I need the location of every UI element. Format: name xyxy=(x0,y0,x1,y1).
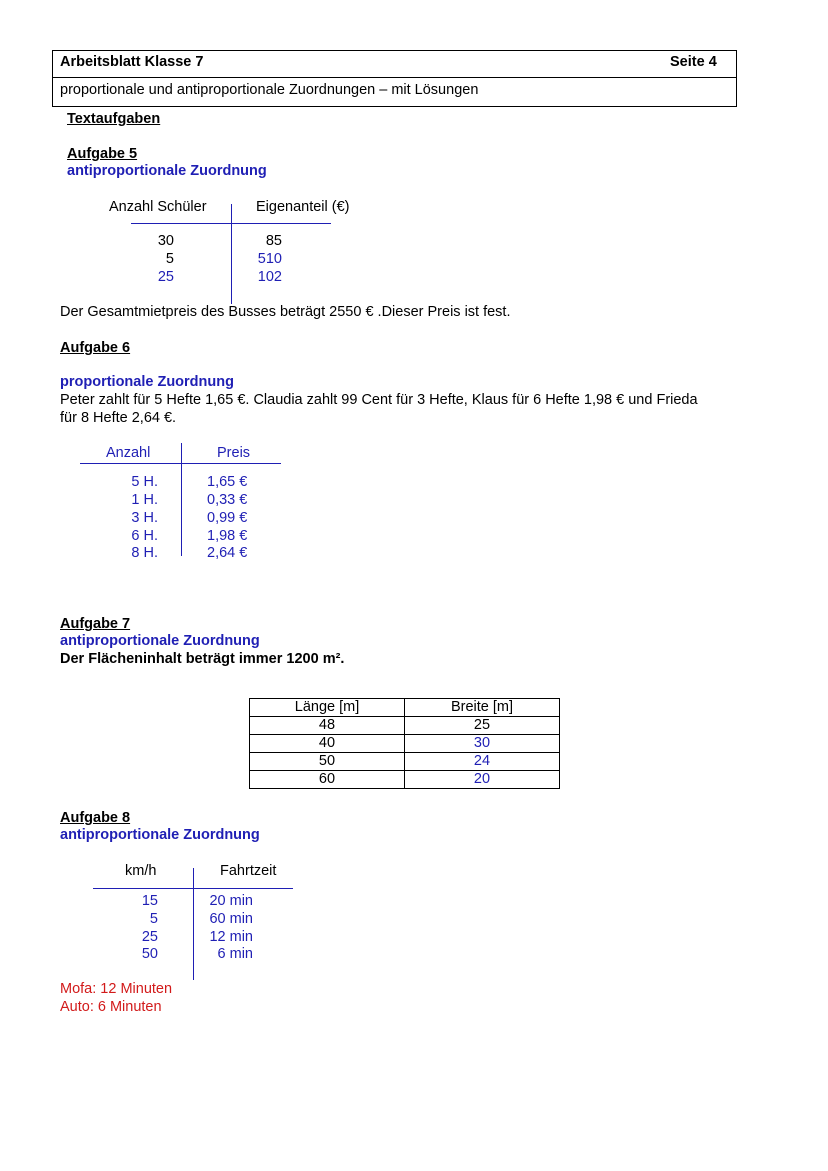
aufgabe7-row-4-c2: 20 xyxy=(405,771,560,789)
aufgabe6-text-line1: Peter zahlt für 5 Hefte 1,65 €. Claudia zahlt 99 Cent für 3 Hefte, Klaus für 6 Hefte 1,98 € und Frieda xyxy=(60,392,698,408)
aufgabe7-row-3-c2: 24 xyxy=(405,753,560,771)
table-row xyxy=(250,699,560,717)
aufgabe7-row-1-c2: 25 xyxy=(405,717,560,735)
aufgabe6-row-1-c1: 5 H. xyxy=(131,474,158,490)
aufgabe6-row-3-c1: 3 H. xyxy=(131,510,158,526)
aufgabe6-type: proportionale Zuordnung xyxy=(60,374,234,390)
table-row xyxy=(250,735,560,753)
aufgabe7-col2-header: Breite [m] xyxy=(405,699,560,717)
aufgabe6-row-2-c1: 1 H. xyxy=(131,492,158,508)
section-title: Textaufgaben xyxy=(67,111,161,127)
table-row xyxy=(250,771,560,789)
aufgabe5-divider xyxy=(231,204,232,304)
table-row xyxy=(250,753,560,771)
aufgabe8-answer-mofa: Mofa: 12 Minuten xyxy=(60,981,173,997)
aufgabe7-table xyxy=(249,698,560,789)
aufgabe8-answer-auto: Auto: 6 Minuten xyxy=(60,999,162,1015)
aufgabe5-row-3-c1: 25 xyxy=(157,269,174,285)
aufgabe5-type: antiproportionale Zuordnung xyxy=(67,163,267,179)
aufgabe7-row-3-c1: 50 xyxy=(250,753,405,771)
aufgabe7-title: Aufgabe 7 xyxy=(60,616,131,632)
aufgabe8-row-3-c2: 12 min xyxy=(209,929,253,945)
aufgabe5-row-1-c2: 85 xyxy=(265,233,282,249)
aufgabe7-row-2-c1: 40 xyxy=(250,735,405,753)
aufgabe7-col1-header: Länge [m] xyxy=(250,699,405,717)
aufgabe6-row-5-c1: 8 H. xyxy=(131,545,158,561)
aufgabe6-row-2-c2: 0,33 € xyxy=(207,492,248,508)
aufgabe6-text-line2: für 8 Hefte 2,64 €. xyxy=(60,410,177,426)
aufgabe6-row-5-c2: 2,64 € xyxy=(207,545,248,561)
aufgabe7-row-2-c2: 30 xyxy=(405,735,560,753)
aufgabe6-title: Aufgabe 6 xyxy=(60,340,131,356)
worksheet-subtitle: proportionale und antiproportionale Zuordnungen – mit Lösungen xyxy=(60,82,479,98)
aufgabe8-row-4-c2: 6 min xyxy=(217,946,253,962)
aufgabe8-col1-header: km/h xyxy=(125,863,157,879)
aufgabe6-divider xyxy=(181,443,182,556)
aufgabe8-type: antiproportionale Zuordnung xyxy=(60,827,260,843)
aufgabe7-row-1-c1: 48 xyxy=(250,717,405,735)
table-row xyxy=(250,717,560,735)
aufgabe6-col2-header: Preis xyxy=(217,445,251,461)
aufgabe6-row-4-c2: 1,98 € xyxy=(207,528,248,544)
aufgabe8-row-1-c2: 20 min xyxy=(209,893,253,909)
aufgabe6-row-1-c2: 1,65 € xyxy=(207,474,248,490)
aufgabe5-col2-header: Eigenanteil (€) xyxy=(256,199,350,215)
aufgabe8-col2-header: Fahrtzeit xyxy=(220,863,277,879)
aufgabe8-title: Aufgabe 8 xyxy=(60,810,131,826)
aufgabe6-row-4-c1: 6 H. xyxy=(131,528,158,544)
aufgabe8-row-2-c1: 5 xyxy=(149,911,158,927)
worksheet-title: Arbeitsblatt Klasse 7 xyxy=(60,54,204,70)
aufgabe8-row-4-c1: 50 xyxy=(141,946,158,962)
aufgabe8-row-3-c1: 25 xyxy=(141,929,158,945)
aufgabe7-statement: Der Flächeninhalt beträgt immer 1200 m². xyxy=(60,651,345,667)
aufgabe7-type: antiproportionale Zuordnung xyxy=(60,633,260,649)
aufgabe8-row-2-c2: 60 min xyxy=(209,911,253,927)
aufgabe5-title: Aufgabe 5 xyxy=(67,146,138,162)
aufgabe8-row-1-c1: 15 xyxy=(141,893,158,909)
aufgabe5-row-3-c2: 102 xyxy=(257,269,282,285)
aufgabe5-row-2-c1: 5 xyxy=(165,251,174,267)
aufgabe6-col1-header: Anzahl xyxy=(106,445,151,461)
header-divider xyxy=(52,77,737,78)
aufgabe5-note: Der Gesamtmietpreis des Busses beträgt 2550 € .Dieser Preis ist fest. xyxy=(60,304,511,320)
aufgabe7-row-4-c1: 60 xyxy=(250,771,405,789)
aufgabe6-row-3-c2: 0,99 € xyxy=(207,510,248,526)
aufgabe5-row-1-c1: 30 xyxy=(157,233,174,249)
page-number: Seite 4 xyxy=(670,54,717,70)
aufgabe8-divider xyxy=(193,868,194,980)
aufgabe5-col1-header: Anzahl Schüler xyxy=(109,199,207,215)
aufgabe5-row-2-c2: 510 xyxy=(257,251,282,267)
